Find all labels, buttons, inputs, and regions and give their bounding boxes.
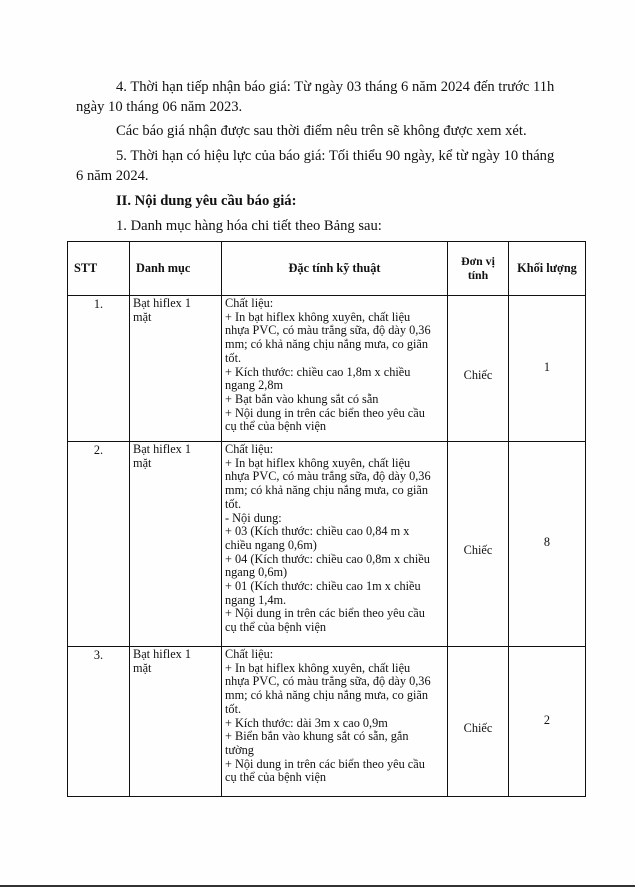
item-name-line: Bạt hiflex 1 — [133, 296, 192, 310]
section-heading: II. Nội dung yêu cầu báo giá: — [116, 193, 297, 209]
item-name-line: mặt — [133, 309, 152, 324]
cell-danh-muc — [130, 647, 222, 797]
header-stt: STT — [68, 242, 130, 296]
item-name-line: Bạt hiflex 1 — [133, 647, 192, 661]
spec-line: tốt. — [225, 496, 242, 511]
header-don-vi — [448, 242, 509, 296]
spec-line: + In bạt hiflex không xuyên, chất liệu — [225, 455, 411, 470]
spec-line: - Nội dung: — [225, 510, 282, 525]
cell-stt: 1. — [68, 296, 130, 442]
spec-line: nhựa PVC, có màu trắng sữa, độ dày 0,36 — [225, 323, 431, 338]
paragraph-5-line-2: 6 năm 2024. — [76, 168, 149, 184]
cell-stt: 2. — [68, 442, 130, 647]
spec-line: + Nội dung in trên các biển theo yêu cầu — [225, 606, 425, 621]
table-row — [68, 647, 586, 797]
spec-line: Chất liệu: — [225, 647, 274, 661]
spec-line: nhựa PVC, có màu trắng sữa, độ dày 0,36 — [225, 469, 431, 484]
spec-line: + Biển bắn vào khung sắt có sẵn, gắn — [225, 729, 409, 744]
cell-khoi-luong: 8 — [509, 442, 586, 647]
item-name-line: mặt — [133, 660, 152, 675]
cell-khoi-luong: 2 — [509, 647, 586, 797]
table-row — [68, 442, 586, 647]
spec-line: + In bạt hiflex không xuyên, chất liệu — [225, 309, 411, 324]
cell-danh-muc — [130, 296, 222, 442]
spec-line: tốt. — [225, 701, 242, 716]
spec-line: nhựa PVC, có màu trắng sữa, độ dày 0,36 — [225, 674, 431, 689]
spec-line: cụ thể của bệnh viện — [225, 770, 327, 785]
cell-don-vi: Chiếc — [448, 442, 509, 647]
paragraph-5-line-1: 5. Thời hạn có hiệu lực của báo giá: Tối thiểu 90 ngày, kể từ ngày 10 tháng — [116, 148, 555, 164]
goods-table — [67, 241, 586, 797]
sub-heading: 1. Danh mục hàng hóa chi tiết theo Bảng sau: — [116, 218, 382, 234]
spec-line: mm; có khả năng chịu nắng mưa, co giãn — [225, 483, 429, 498]
paragraph-note: Các báo giá nhận được sau thời điểm nêu trên sẽ không được xem xét. — [116, 123, 527, 139]
cell-dac-tinh — [222, 442, 448, 647]
spec-line: + 03 (Kích thước: chiều cao 0,84 m x — [225, 524, 410, 539]
table-header-row — [68, 242, 586, 296]
cell-khoi-luong: 1 — [509, 296, 586, 442]
spec-line: + 04 (Kích thước: chiều cao 0,8m x chiều — [225, 551, 430, 566]
header-khoi-luong: Khối lượng — [509, 242, 586, 296]
cell-stt: 3. — [68, 647, 130, 797]
cell-dac-tinh — [222, 296, 448, 442]
spec-line: + Bạt bắn vào khung sắt có sẵn — [225, 391, 379, 406]
spec-line: + Kích thước: dài 3m x cao 0,9m — [225, 715, 388, 730]
spec-line: ngang 1,4m. — [225, 592, 287, 607]
spec-line: Chất liệu: — [225, 296, 274, 310]
cell-danh-muc — [130, 442, 222, 647]
item-name-line: mặt — [133, 455, 152, 470]
spec-line: cụ thể của bệnh viện — [225, 620, 327, 635]
spec-line: tốt. — [225, 350, 242, 365]
cell-don-vi: Chiếc — [448, 296, 509, 442]
spec-line: mm; có khả năng chịu nắng mưa, co giãn — [225, 688, 429, 703]
cell-dac-tinh — [222, 647, 448, 797]
spec-line: Chất liệu: — [225, 442, 274, 456]
spec-line: + Kích thước: chiều cao 1,8m x chiều — [225, 364, 411, 379]
cell-don-vi: Chiếc — [448, 647, 509, 797]
header-don-vi-line-1: Đơn vị — [461, 253, 495, 268]
paragraph-4-line-2: ngày 10 tháng 06 năm 2023. — [76, 99, 243, 115]
spec-line: tường — [225, 742, 254, 757]
spec-line: + Nội dung in trên các biển theo yêu cầu — [225, 405, 425, 420]
header-dac-tinh: Đặc tính kỹ thuật — [222, 242, 448, 296]
spec-line: chiều ngang 0,6m) — [225, 537, 317, 552]
paragraph-4-line-1: 4. Thời hạn tiếp nhận báo giá: Từ ngày 03 tháng 6 năm 2024 đến trước 11h — [116, 79, 555, 95]
header-danh-muc: Danh mục — [130, 242, 222, 296]
spec-line: + Nội dung in trên các biển theo yêu cầu — [225, 756, 425, 771]
table-row — [68, 296, 586, 442]
header-don-vi-line-2: tính — [467, 267, 489, 282]
spec-line: + In bạt hiflex không xuyên, chất liệu — [225, 660, 411, 675]
spec-line: ngang 2,8m — [225, 378, 284, 393]
spec-line: mm; có khả năng chịu nắng mưa, co giãn — [225, 337, 429, 352]
spec-line: cụ thể của bệnh viện — [225, 419, 327, 434]
item-name-line: Bạt hiflex 1 — [133, 442, 192, 456]
spec-line: + 01 (Kích thước: chiều cao 1m x chiều — [225, 579, 421, 594]
spec-line: ngang 0,6m) — [225, 565, 288, 580]
